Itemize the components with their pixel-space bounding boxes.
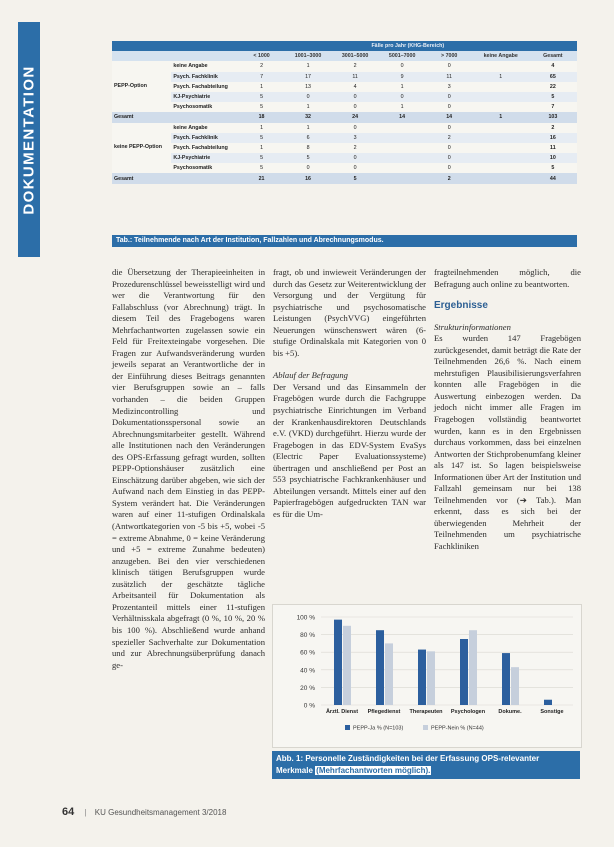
table-cell: 5 <box>285 153 332 163</box>
table-cell <box>473 123 529 133</box>
table-column-headers <box>112 51 577 61</box>
table-cell: 9 <box>379 72 426 82</box>
row-label: Psych. Fachklinik <box>171 133 238 143</box>
table-cell <box>473 143 529 153</box>
table-cell: 0 <box>426 143 473 153</box>
table-cell: 14 <box>426 112 473 122</box>
page-number: 64 <box>62 806 75 818</box>
column-header: 3001–5000 <box>332 51 379 61</box>
bar <box>460 639 468 705</box>
table-cell: 0 <box>426 61 473 71</box>
figure-caption <box>272 751 580 779</box>
table-cell <box>379 173 426 183</box>
table-cell: 6 <box>285 133 332 143</box>
row-label: Gesamt <box>112 173 239 183</box>
bar <box>502 653 510 705</box>
table-cell: 8 <box>285 143 332 153</box>
table-row <box>112 123 577 133</box>
subheading: Strukturinformationen <box>434 321 511 332</box>
table-cell: 11 <box>332 72 379 82</box>
bar <box>376 630 384 705</box>
x-tick-label: Ärztl. Dienst <box>325 709 359 715</box>
row-label: Psychosomatik <box>171 163 238 173</box>
x-tick-label: Pflegedienst <box>367 709 401 715</box>
column-header <box>171 51 238 61</box>
footer-separator: | <box>84 808 87 817</box>
participants-table <box>112 41 577 184</box>
bar <box>343 626 351 705</box>
bar <box>511 667 519 705</box>
table-cell: 4 <box>332 82 379 92</box>
table-cell: 1 <box>239 123 285 133</box>
table-cell <box>379 153 426 163</box>
table-cell: 1 <box>473 72 529 82</box>
y-tick-label: 60 % <box>300 649 315 657</box>
x-tick-label: Dokume. <box>498 709 522 715</box>
group-label: PEPP-Option <box>112 61 171 112</box>
bar-chart <box>272 604 582 748</box>
row-label: Gesamt <box>112 112 239 122</box>
table-row <box>112 163 577 173</box>
table-cell: 22 <box>529 82 577 92</box>
table-cell: 44 <box>529 173 577 183</box>
table-cell: 2 <box>426 133 473 143</box>
table-cell <box>473 153 529 163</box>
y-tick-label: 20 % <box>300 684 315 692</box>
table-cell <box>473 163 529 173</box>
table-cell: 5 <box>239 153 285 163</box>
table-cell <box>379 143 426 153</box>
text-column-3 <box>434 267 581 553</box>
column-header: < 1000 <box>239 51 285 61</box>
caption-main: Abb. 1: Personelle Zuständigkeiten bei der Erfassung OPS-relevanter Merkmale <box>276 754 540 775</box>
table-cell: 0 <box>285 163 332 173</box>
legend-swatch <box>345 725 350 730</box>
section-heading: Ergebnisse <box>434 300 488 312</box>
table-row <box>112 133 577 143</box>
table-cell: 2 <box>426 173 473 183</box>
table-total-row <box>112 112 577 122</box>
table-cell: 2 <box>529 123 577 133</box>
table-cell <box>379 163 426 173</box>
section-label: DOKUMENTATION <box>20 65 38 215</box>
table-group-header: Fälle pro Jahr (KHG-Bereich) <box>239 41 577 51</box>
legend-label: PEPP-Nein % (N=44) <box>431 725 484 732</box>
row-label: keine Angabe <box>171 61 238 71</box>
paragraph: Der Versand und das Einsammeln der Fragebögen wurde durch die Fachgruppe psychiatrische Einrichtungen im Verband der Krankenhausdirektoren Deutschlands e.V. (VKD) durchgeführt. Hierzu wurde der Fragebogen in das EDV-System EvaSys (Electric Paper Evaluationssysteme) übertragen und anschließend per Post an 553 psychiatrische Fachkrankenhäuser und Abteilungen versandt. Mittels einer auf den Papierfragebögen aufgedruckten TAN war es für die Um- <box>273 381 426 519</box>
bar <box>469 630 477 705</box>
y-tick-label: 40 % <box>300 667 315 675</box>
row-label: keine Angabe <box>171 123 238 133</box>
table-cell: 0 <box>426 123 473 133</box>
table-body <box>112 61 577 183</box>
table-cell <box>473 102 529 112</box>
legend-swatch <box>423 725 428 730</box>
column-header <box>112 51 171 61</box>
table-cell: 3 <box>426 82 473 92</box>
table-cell: 1 <box>473 112 529 122</box>
bar <box>334 620 342 705</box>
table-cell: 17 <box>285 72 332 82</box>
table-cell: 0 <box>379 61 426 71</box>
table-caption: Tab.: Teilnehmende nach Art der Institution, Fallzahlen und Abrechnungsmodus. <box>112 235 577 247</box>
table-cell: 1 <box>285 123 332 133</box>
table-cell: 5 <box>239 133 285 143</box>
table-cell <box>473 92 529 102</box>
column-header: keine Angabe <box>473 51 529 61</box>
table-cell: 0 <box>426 163 473 173</box>
table-row <box>112 102 577 112</box>
bar <box>418 650 426 705</box>
y-tick-label: 100 % <box>296 614 315 622</box>
table-cell: 5 <box>332 173 379 183</box>
table-cell: 0 <box>426 153 473 163</box>
table-cell: 1 <box>379 82 426 92</box>
table-cell: 18 <box>239 112 285 122</box>
legend-label: PEPP-Ja % (N=103) <box>353 725 404 732</box>
journal-name: KU Gesundheitsmanagement 3/2018 <box>94 808 227 817</box>
table-cell: 5 <box>239 102 285 112</box>
table-row <box>112 92 577 102</box>
table-row <box>112 143 577 153</box>
table-cell: 2 <box>332 143 379 153</box>
column-header: 1001–3000 <box>285 51 332 61</box>
table-cell: 0 <box>332 163 379 173</box>
table-cell: 14 <box>379 112 426 122</box>
page-footer <box>62 806 226 818</box>
paragraph: Es wurden 147 Fragebögen zurückgesendet, damit beträgt die Rate der Teilnehmenden 26,6 %. Nach einem mehrstufigen Plausibilisierungsverfahren konnten alle Fragebögen in die Auswertung einbezogen werden. Da jedoch nicht immer alle Fragen im Fragebogen vollständig beantwortet wurden, kann es in den Ergebnissen durchaus vorkommen, dass bei einzelnen Antworten der Stichprobenumfang kleiner als 147 ist. So lagen beispielsweise Informationen über Art der Institution und Fallzahl gemeinsam nur bei 138 Teilnehmenden vor (➔ Tab.). Man erkennt, dass es sich bei der überwiegenden Mehrheit der Teilnehmenden um psychiatrische Fachkliniken <box>434 333 581 552</box>
table-cell: 4 <box>529 61 577 71</box>
table-cell: 1 <box>285 61 332 71</box>
table-cell <box>473 61 529 71</box>
table-cell: 0 <box>332 153 379 163</box>
row-label: Psych. Fachklinik <box>171 72 238 82</box>
table-cell: 11 <box>426 72 473 82</box>
table-cell: 5 <box>239 92 285 102</box>
sidebar <box>0 0 46 847</box>
table-cell: 1 <box>379 102 426 112</box>
x-tick-label: Sonstige <box>540 709 564 715</box>
table-row <box>112 153 577 163</box>
table-cell: 0 <box>332 102 379 112</box>
participants-table-wrap <box>112 41 577 184</box>
table-cell: 5 <box>529 163 577 173</box>
column-header: Gesamt <box>529 51 577 61</box>
y-tick-label: 0 % <box>303 702 315 710</box>
table-cell: 7 <box>239 72 285 82</box>
table-row <box>112 72 577 82</box>
table-cell: 1 <box>239 82 285 92</box>
paragraph: fragt, ob und inwieweit Veränderungen der durch das Gesetz zur Weiterentwicklung der Versorgung und der Vergütung für psychiatrische und psychosomatische Leistungen (PsychVVG) eingeführten Neuerungen wünschenswert wären (6-stufige Ordinalskala mit Kategorien von 0 bis +5). <box>273 267 426 358</box>
text-column-2 <box>273 267 426 520</box>
table-cell: 11 <box>529 143 577 153</box>
x-tick-label: Psychologen <box>450 709 486 715</box>
bar-chart-svg <box>273 605 581 747</box>
table-cell: 0 <box>285 92 332 102</box>
table-cell <box>473 133 529 143</box>
caption-highlight: (Mehrfachantworten möglich). <box>316 766 431 775</box>
table-cell <box>379 133 426 143</box>
column-header: > 7000 <box>426 51 473 61</box>
table-cell <box>473 173 529 183</box>
y-tick-label: 80 % <box>300 632 315 640</box>
x-tick-label: Therapeuten <box>409 709 443 715</box>
table-cell: 0 <box>426 92 473 102</box>
group-label: keine PEPP-Option <box>112 123 171 174</box>
table-cell: 7 <box>529 102 577 112</box>
table-cell: 1 <box>285 102 332 112</box>
table-cell: 5 <box>529 92 577 102</box>
table-cell <box>473 82 529 92</box>
table-cell: 3 <box>332 133 379 143</box>
table-cell: 2 <box>239 61 285 71</box>
table-cell: 10 <box>529 153 577 163</box>
table-cell <box>379 123 426 133</box>
column-header: 5001–7000 <box>379 51 426 61</box>
table-cell: 21 <box>239 173 285 183</box>
table-cell: 5 <box>239 163 285 173</box>
text-column-1 <box>112 267 265 671</box>
table-cell: 0 <box>379 92 426 102</box>
paragraph: die Übersetzung der Therapieeinheiten in Prozedurenschlüssel beweisstelligt wird und wer die Verantwortung für den Fallabschluss (vor Abrechnung) trägt. In diesem Teil des Fragebogens waren Mehrfachantworten zugelassen sowie ein Feld für Freitexteingabe vorgesehen. Die Fragen zur Aufwandsveränderung wurden jeweils separat an Verantwortliche der in der Einführung dieses Beitrags genannten vier Berufsgruppen sowie an – falls vorhanden – die beiden Gruppen Medizincontrolling und Dokumentationsspersonal sowie an Abrechnungsmitarbeiter gestellt. Während alle Institutionen nach den Veränderungen des OPS-Erfassung gefragt wurden, sollten PEPP-Optionshäuser zusätzlich eine Einschätzung darüber abgeben, wie sich der Aufwand nach dem Einstieg in das PEPP-System verändert hat. Die Veränderungen waren auf einer 11-stufigen Ordinalskala (Antwortkategorien von -5 bis +5, wobei -5 = extreme Abnahme, 0 = keine Veränderung und +5 = extreme Zunahme bedeuten) anzugeben. Bei den vier verschiedenen klinisch tätigen Berufsgruppen wurde zusätzlich der geschätzte tägliche Arbeitsanteil für Dokumentation als Prozentanteil mittels einer 11-stufigen Verhältnisskala abgefragt (0 %, 10 %, 20 % bis 100 %). Abschließend wurde anhand spezieller Sachverhalte zur Dokumentation und zur Abrechnungsüberprüfung danach ge- <box>112 267 265 670</box>
table-cell: 1 <box>239 143 285 153</box>
table-cell: 0 <box>332 92 379 102</box>
bar <box>385 643 393 705</box>
row-label: KJ-Psychiatrie <box>171 153 238 163</box>
table-cell: 0 <box>332 123 379 133</box>
table-cell: 103 <box>529 112 577 122</box>
table-total-row <box>112 173 577 183</box>
bar <box>544 700 552 705</box>
table-cell: 13 <box>285 82 332 92</box>
paragraph: fragteilnehmenden möglich, die Befragung auch online zu beantworten. <box>434 267 581 289</box>
table-row <box>112 61 577 71</box>
bar <box>427 651 435 705</box>
subheading: Ablauf der Befragung <box>273 370 348 381</box>
table-cell: 16 <box>285 173 332 183</box>
table-cell: 0 <box>426 102 473 112</box>
row-label: KJ-Psychiatrie <box>171 92 238 102</box>
table-cell: 24 <box>332 112 379 122</box>
table-row <box>112 82 577 92</box>
table-corner <box>112 41 239 51</box>
table-cell: 32 <box>285 112 332 122</box>
row-label: Psychosomatik <box>171 102 238 112</box>
table-cell: 65 <box>529 72 577 82</box>
row-label: Psych. Fachabteilung <box>171 143 238 153</box>
table-cell: 2 <box>332 61 379 71</box>
row-label: Psych. Fachabteilung <box>171 82 238 92</box>
table-cell: 16 <box>529 133 577 143</box>
